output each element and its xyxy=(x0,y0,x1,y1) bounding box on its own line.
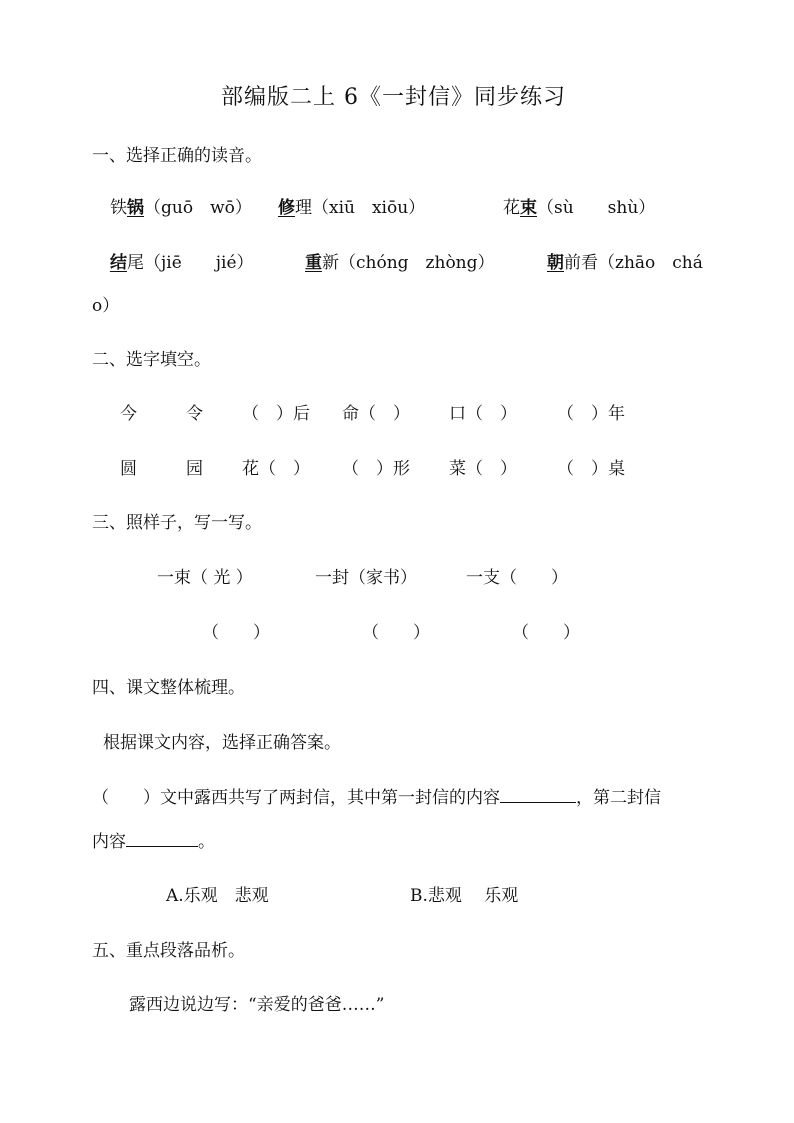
s1-r1-a-opts: （guō wō） xyxy=(144,198,252,218)
s1-row1-item-a xyxy=(110,197,252,219)
s2-r1-item: 今 xyxy=(120,404,137,424)
s1-r1-b-char1: 修 xyxy=(278,198,295,218)
s2-r1-item: 令 xyxy=(186,404,203,424)
s1-r1-a-char1: 铁 xyxy=(110,198,127,218)
section-5-heading: 五、重点段落品析。 xyxy=(92,941,245,961)
s1-r2-b-char1: 重 xyxy=(305,253,322,273)
s1-r2-b-char2: 新 xyxy=(322,253,339,273)
s3-r1-item: 一支（ ） xyxy=(466,568,568,588)
s4-option-b: B.悲观 乐观 xyxy=(410,886,519,906)
s1-r1-b-opts: （xiū xiōu） xyxy=(312,198,426,218)
s2-r1-item: （ ）后 xyxy=(242,404,310,424)
s1-row2-wrap: o） xyxy=(92,296,120,316)
section-4-heading: 四、课文整体梳理。 xyxy=(92,678,245,698)
s1-r1-b-char2: 理 xyxy=(295,198,312,218)
s4-question-line1 xyxy=(92,787,661,809)
s2-r1-item: （ ）年 xyxy=(557,404,625,424)
s1-r1-c-char1: 花 xyxy=(503,198,520,218)
s1-r2-a-char2: 尾 xyxy=(127,253,144,273)
s4-q-part4: 。 xyxy=(198,832,215,852)
s2-r2-item: 菜（ ） xyxy=(449,459,517,479)
page-title: 部编版二上 6《一封信》同步练习 xyxy=(221,85,566,110)
s4-question-line2 xyxy=(92,831,215,853)
section-3-heading: 三、照样子，写一写。 xyxy=(92,513,262,533)
s3-r2-item: （ ） xyxy=(512,623,580,643)
s1-r2-a-opts: （jiē jié） xyxy=(144,253,254,273)
s3-r1-item: 一束（ 光 ） xyxy=(157,568,253,588)
s4-instruction: 根据课文内容，选择正确答案。 xyxy=(103,733,341,753)
s1-r1-c-char2: 束 xyxy=(520,198,537,218)
s2-r2-item: （ ）桌 xyxy=(557,459,625,479)
s5-quote: 露西边说边写：“亲爱的爸爸……” xyxy=(129,995,385,1015)
s1-row2-item-c xyxy=(547,252,703,274)
s3-r1-item: 一封（家书） xyxy=(315,568,417,588)
s3-r2-item: （ ） xyxy=(362,623,430,643)
s2-r2-item: 花（ ） xyxy=(242,459,310,479)
s1-r1-c-opts: （sù shù） xyxy=(537,198,656,218)
s4-answer-blank-2[interactable] xyxy=(126,832,198,847)
s4-q-part2: ，第二封信 xyxy=(576,788,661,808)
s1-row1-item-c xyxy=(503,197,655,219)
s4-option-a: A.乐观 悲观 xyxy=(166,886,269,906)
s1-r2-c-opts: （zhāo chá xyxy=(598,253,703,273)
s1-row1-item-b xyxy=(278,197,425,219)
s1-row2-item-b xyxy=(305,252,495,274)
s4-q-part3: 内容 xyxy=(92,832,126,852)
s1-r2-b-opts: （chóng zhòng） xyxy=(339,253,495,273)
s4-q-part1: （ ）文中露西共写了两封信，其中第一封信的内容 xyxy=(92,788,500,808)
s1-row2-item-a xyxy=(110,252,254,274)
s2-r2-item: 园 xyxy=(186,459,203,479)
section-1-heading: 一、选择正确的读音。 xyxy=(92,146,262,166)
s2-r2-item: （ ）形 xyxy=(342,459,410,479)
s1-r2-c-char2: 前看 xyxy=(564,253,598,273)
s3-r2-item: （ ） xyxy=(202,623,270,643)
s2-r1-item: 口（ ） xyxy=(449,404,517,424)
s1-r1-a-char2: 锅 xyxy=(127,198,144,218)
s4-answer-blank-1[interactable] xyxy=(500,788,576,803)
s2-r1-item: 命（ ） xyxy=(342,404,410,424)
s1-r2-c-char1: 朝 xyxy=(547,253,564,273)
section-2-heading: 二、选字填空。 xyxy=(92,350,211,370)
s1-r2-a-char1: 结 xyxy=(110,253,127,273)
s2-r2-item: 圆 xyxy=(120,459,137,479)
